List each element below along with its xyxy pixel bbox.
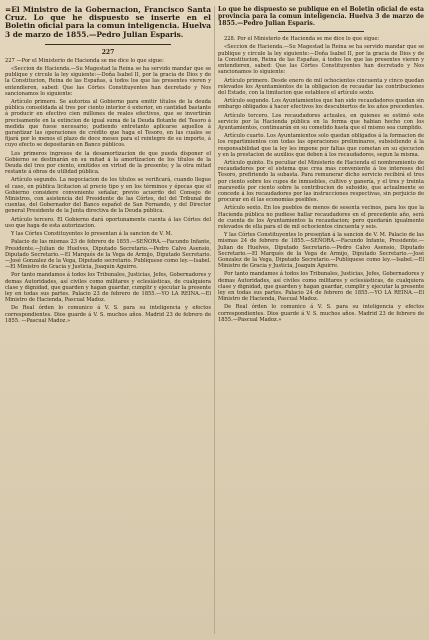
left-paragraph: 227 —Por el Ministerio de Hacienda se me dice lo que sigue: bbox=[5, 57, 164, 64]
left-paragraph: Artículo segundo. La negociacion de los títulos se verificará, cuando llegue el caso, en pública licitacion al precio tipo y en los términos y épocas que el Gobierno considere conveniente señalar, previo acuerdo del Consejo de Ministros, con asistencia del Presidente de las Córtes, del del Tribunal de cuentas, del Gobernador del Banco español de San Fernando, y del Director general Presidente de la Junta directiva de la Deuda pública. bbox=[5, 177, 211, 215]
left-paragraph: Los primeros ingresos de la desamortizacion de que pueda disponer el Gobierno se destinarán en su mitad á la amortizacion de los títulos de la Deuda del tres por ciento, emitidos en virtud de la presente; y la otra mitad restante á obras de utilidad pública. bbox=[5, 150, 211, 176]
left-paragraph: Artículo tercero. El Gobierno dará oportunamente cuenta á las Córtes del uso que haga de esta autorizacion. bbox=[5, 216, 211, 229]
left-entry-number: 227 bbox=[101, 48, 115, 56]
right-paragraph: Artículo primero. Desde enero de mil ochocientos cincuenta y cinco quedan relevados los Ayuntamientos de la obligacion de recaudar las contribuciones del Estado, con la limitacion que establece el artículo sexto. bbox=[218, 77, 424, 96]
left-paragraph: Palacio de las mismas 23 de febrero de 1855.—SEÑORA.—Facundo Infante, Presidente.—Julian de Huelves, Diputado Secretario.—Pedro Calvo Asensio, Diputado Secretario.—El Marqués de la Vega de Armijo, Diputado Secretario.—José Gonzalez de la Vega, Diputado secretario. Publíquese como ley.—Isabel.—El Ministro de Gracia y Justicia, Joaquin Aguirre. bbox=[5, 239, 211, 271]
left-paragraph: Y las Córtes Constituyentes lo presentan á la sancion de V. M. bbox=[11, 231, 173, 238]
right-lead-notice: Lo que he dispuesto se publique en el Boletin oficial de esta provincia para la comun inteligencia. Huelva 3 de marzo de 1855.—Pedro Julian Esparis. bbox=[218, 6, 424, 28]
left-column bbox=[5, 6, 211, 636]
section-rule bbox=[278, 31, 364, 32]
left-paragraph: «Seccion de Hacienda.—Su Magestad la Reina se ha servido mandar que se publique y circule la ley siguiente:—Doña Isabel II, por la gracia de Dios y de la Constitucion, Reina de las Españas, á todos los que las presentes vieren y entendieren, sabed: Que las Córtes Constituyentes han decretado y Nos sancionamos lo siguiente: bbox=[5, 66, 211, 97]
right-paragraph: Artículo quinto. Es peculiar del Ministerio de Hacienda el nombramiento de recaudadores por el sistema que crea mas conveniente á los intereses del Tesoro, prefiriendo la subasta. Para remunerar dicho servicio recibirá el tres por ciento sobre los cupos de inmuebles, cultivo y ganería, y el tres y treinta maravedís por ciento sobre la contribucion de subsidio, que actualmente se concede á los recaudadores por las instrucciones respectivas, sin perjuicio de procurar en él las economías posibles. bbox=[218, 159, 424, 204]
right-paragraph: De Real órden lo comunico á V. S. para su inteligencia y efectos correspondientes. Dios guarde á V. S. muchos años. Madrid 23 de febrero de 1855.—Pascual Madoz.» bbox=[218, 304, 424, 323]
right-paragraph: Artículo sexto. En los pueblos de menos de sesenta vecinos, para los que la Hacienda pública no pudiese hallar recaudadores en el precedente año, será de cuenta de los Ayuntamientos la recaudacion; pero quedarán igualmente relevados de ella para el de mil ochocientos cincuenta y seis. bbox=[218, 205, 424, 230]
right-paragraph: Artículo cuarto. Los Ayuntamientos solo quedan obligados á la formacion de los repartimientos con todas las operaciones preliminares, subsistiendo á la responsabilidad que la ley les impone por faltas que cometan en su ejecucion y en la prestacion de auxilios que deben á los recaudadores, segun la misma. bbox=[218, 133, 424, 158]
right-paragraph: Y las Córtes Constituyentes lo presentan á la sancion de V. M. Palacio de las mismas 24 de febrero de 1855.—SEÑORA.—Facundo Infante, Presidente.—Julian de Huelves, Diputado Secretario.—Pedro Calvo Asensio, Diputado Secretario.—El Marqués de la Vega de Armijo, Diputado Secretario.—José Gonzalez de la Vega, Diputado Secretario.—Publíquese como ley.—Isabel.—El Ministro de Gracia y Justicia, Joaquin Aguirre. bbox=[218, 232, 424, 270]
right-paragraph: Artículo tercero. Los recaudadores actuales, en quienes se estimó este servicio por la Hacienda pública en la forma que habian hecho con los Ayuntamientos, continuarán en su cometido hasta que el mismo sea cumplido. bbox=[218, 112, 424, 131]
left-lead-notice: =El Ministro de la Gobernacion, Francisco Santa Cruz. Lo que he dispuesto se inserte en el Boletin oficial para la comun inteligencia. Huelva 3 de marzo de 1855.—Pedro Julian Esparis. bbox=[5, 5, 211, 39]
right-paragraph: 228. Por el Ministerio de Hacienda se me dice lo que sigue: bbox=[224, 36, 380, 43]
section-rule bbox=[45, 44, 171, 45]
column-divider bbox=[214, 6, 215, 634]
right-paragraph: «Seccion de Hacienda.—Su Magestad la Reina se ha servido mandar que se publique y circule la ley siguiente:—Doña Isabel II, por la gracia de Dios y de la Constitucion, Reina de las Españas, á todos los que las presentes vieren y entendieren, sabed: Que las Córtes Constituyentes han decretado y Nos sancionamos lo siguiente: bbox=[218, 44, 424, 76]
left-paragraph: Por tanto mandamos á todos los Tribunales, Justicias, Jefes, Gobernadores y demas Autoridades, así civiles como militares y eclesiásticas, de cualquiera clase y dignidad, que guarden y hagan guardar, cumplir y ejecutar la presente ley en todas sus partes. Palacio 23 de febrero de 1855.—YO LA REINA.—El Ministro de Hacienda, Pascual Madoz. bbox=[5, 272, 211, 304]
left-paragraph: Artículo primero. Se autoriza al Gobierno para emitir títulos de la deuda pública consolidada al tres por ciento interior ó exterior, en cantidad bastante á producir en efectivo cien millones de reales efectivos, que se invertirán precisamente en la extincion de igual suma de la Deuda flotante del Tesoro á medida que fuese necesario; pudiendo entretanto aplicarse aquellos á garantizar las operaciones de crédito que haga el Tesoro, en las cuales se fijará por lo menos el plazo de doce meses para el reintegro de su importe, á cuyo efecto se depositarán en Banco públicos. bbox=[5, 99, 211, 149]
right-column bbox=[218, 6, 424, 636]
left-paragraph: De Real órden lo comunico á V. S. para su inteligencia y efectos correspondientes. Dios guarde á V. S. muchos años. Madrid 23 de febrero de 1855. —Pascual Madoz.» bbox=[5, 305, 211, 324]
right-paragraph: Artículo segundo. Los Ayuntamientos que han sido recaudadores quedan sin embargo obligados á hacer efectivos los descubiertos de los años precedentes. bbox=[218, 98, 424, 111]
right-paragraph: Por tanto mandamos á todos los Tribunales, Justicias, Jefes, Gobernadores y demas Autoridades, así civiles como militares y eclesiásticas, de cualquiera clase y dignidad, que guarden y hagan guardar, cumplir y ejecutar la presente ley en todas sus partes. Palacio 24 de febrero de 1855.—YO LA REINA.—El Ministro de Hacienda, Pascual Madoz. bbox=[218, 271, 424, 303]
